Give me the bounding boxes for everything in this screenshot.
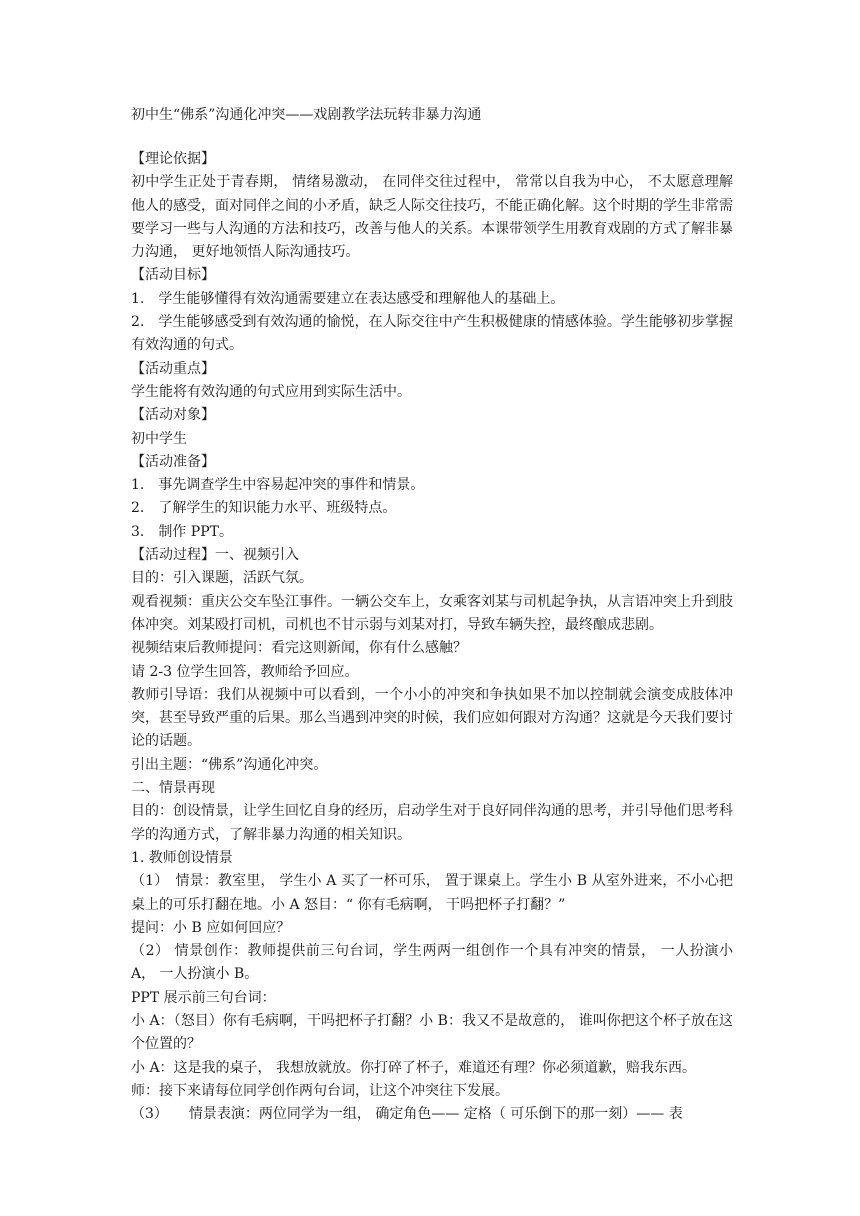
section-heading-theory: 【理论依据】 <box>131 151 215 167</box>
paragraph-scene-question: 提问：小 B 应如何回应？ <box>131 919 291 936</box>
paragraph-video: 观看视频：重庆公交车坠江事件。一辆公交车上，女乘客刘某与司机起争执，从言语冲突上升到肢体冲突。刘某殴打司机，司机也不甘示弱与刘某对打，导致车辆失控，最终酿成悲剧。 <box>131 593 733 633</box>
section-heading-focus: 【活动重点】 <box>131 360 215 377</box>
paragraph-theme: 引出主题：“佛系”沟通化冲突。 <box>131 756 328 773</box>
paragraph-scene-1: （1） 情景：教室里， 学生小 A 买了一杯可乐， 置于课桌上。学生小 B 从室外进来，不小心把桌上的可乐打翻在地。小 A 怒目：“ 你有毛病啊， 干吗把杯子打翻？” <box>131 873 733 913</box>
document-body <box>131 148 733 1126</box>
paragraph-scene-2: （2） 情景创作：教师提供前三句台词，学生两两一组创作一个具有冲突的情景， 一人扮演小 A， 一人扮演小 B。 <box>131 943 733 983</box>
prep-item-1: 1. 事先调查学生中容易起冲突的事件和情景。 <box>131 477 425 494</box>
section-heading-goals: 【活动目标】 <box>131 267 215 284</box>
paragraph-answers: 请 2-3 位学生回答，教师给予回应。 <box>131 663 359 680</box>
paragraph-scene-3: （3） 情景表演：两位同学为一组， 确定角色—— 定格（ 可乐倒下的那一刻）—— 表 <box>131 1106 683 1123</box>
prep-item-3: 3. 制作 PPT。 <box>131 523 233 540</box>
section-heading-preparation: 【活动准备】 <box>131 453 215 470</box>
paragraph-question: 视频结束后教师提问：看完这则新闻，你有什么感触？ <box>131 640 467 657</box>
paragraph-ppt: PPT 展示前三句台词： <box>131 989 276 1006</box>
goal-item-1: 1. 学生能够懂得有效沟通需要建立在表达感受和理解他人的基础上。 <box>131 290 565 307</box>
paragraph-guidance: 教师引导语：我们从视频中可以看到，一个小小的冲突和争执如果不加以控制就会演变成肢体冲突，甚至导致严重的后果。那么当遇到冲突的时候，我们应如何跟对方沟通？这就是今天我们要讨论的话题。 <box>131 686 733 750</box>
prep-item-2: 2. 了解学生的知识能力水平、班级特点。 <box>131 500 397 517</box>
document-title: 初中生“佛系”沟通化冲突——戏剧教学法玩转非暴力沟通 <box>131 107 482 123</box>
section-heading-audience: 【活动对象】 <box>131 407 215 424</box>
section-heading-scenario: 二、情景再现 <box>131 780 215 797</box>
paragraph-teacher: 师：接下来请每位同学创作两句台词，让这个冲突往下发展。 <box>131 1082 509 1099</box>
paragraph-focus: 学生能将有效沟通的句式应用到实际生活中。 <box>131 383 411 400</box>
paragraph-step-1: 1. 教师创设情景 <box>131 849 233 866</box>
paragraph-theory: 初中学生正处于青春期， 情绪易激动， 在同伴交往过程中， 常常以自我为中心， 不太愿意理解他人的感受，面对同伴之间的小矛盾，缺乏人际交往技巧，不能正确化解。这个时期的学生非常需要学习一些与人沟通的方法和技巧，改善与他人的关系。本课带领学生用教育戏剧的方式了解非暴力沟通， 更好地领悟人际沟通技巧。 <box>131 174 733 261</box>
goal-item-2: 2. 学生能够感受到有效沟通的愉悦，在人际交往中产生积极健康的情感体验。学生能够初步掌握有效沟通的句式。 <box>131 314 733 354</box>
paragraph-dialogue-2: 小 A：这是我的桌子， 我想放就放。你打碎了杯子，难道还有理？你必须道歉，赔我东西。 <box>131 1059 697 1076</box>
paragraph-audience: 初中学生 <box>131 430 187 447</box>
paragraph-purpose-2: 目的：创设情景，让学生回忆自身的经历，启动学生对于良好同伴沟通的思考，并引导他们思考科学的沟通方式，了解非暴力沟通的相关知识。 <box>131 803 733 843</box>
section-heading-process: 【活动过程】一、视频引入 <box>131 547 299 564</box>
paragraph-purpose-1: 目的：引入课题，活跃气氛。 <box>131 570 313 587</box>
paragraph-dialogue-1: 小 A：（怒目）你有毛病啊，干吗把杯子打翻？小 B：我又不是故意的， 谁叫你把这个杯子放在这个位置的？ <box>131 1012 733 1053</box>
